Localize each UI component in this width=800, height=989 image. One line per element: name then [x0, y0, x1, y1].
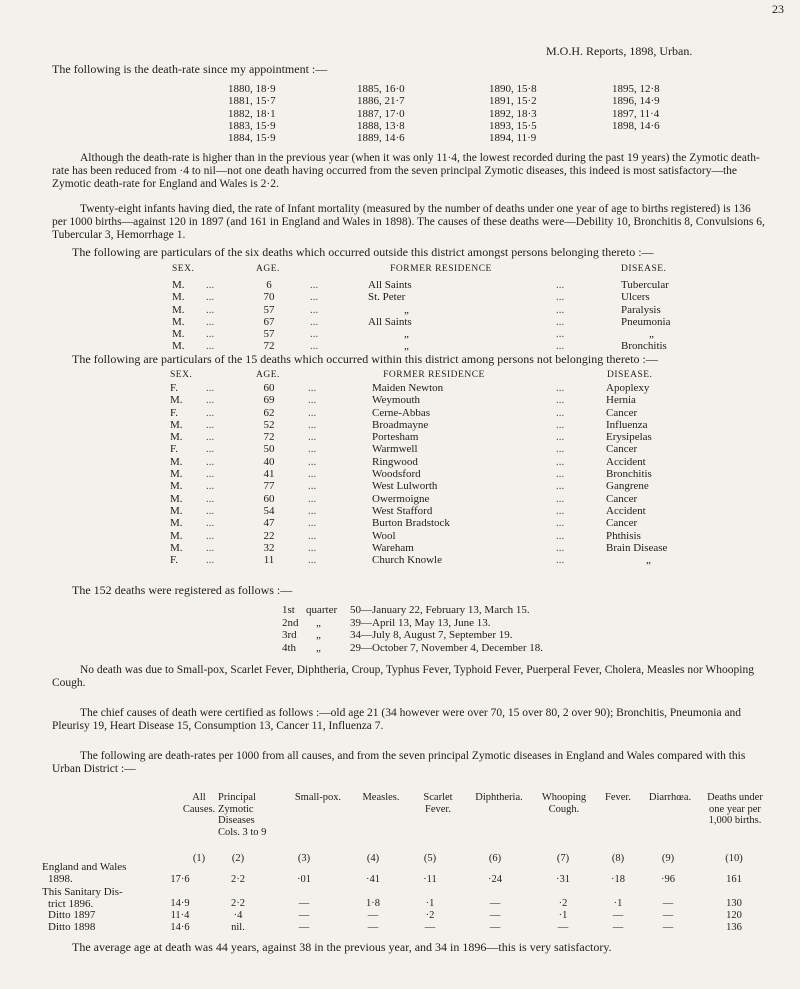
col-number: (6) — [488, 853, 502, 864]
within-age: 47 — [263, 517, 275, 530]
compare-header-scarlet-fever — [410, 792, 466, 815]
compare-header-measles — [353, 792, 409, 804]
within-residence: Warmwell — [372, 443, 418, 456]
outside-age: 6 — [266, 279, 272, 291]
header-line: Causes. — [182, 803, 216, 815]
outside-sex: M. — [172, 340, 185, 353]
within-residence: Ringwood — [372, 455, 418, 468]
paragraph-death-rate-text: Although the death-rate is higher than in the previous year (when it was only 11·4, the lowest recorded during the past 19 years) the Zymotic death-rate has been reduced from ·4 to nil—not one death having occurred from the seven principal Zymotic diseases, this indeed is most satisfactory—the Zymotic death-rate for England and Wales is 2·2. — [52, 152, 760, 190]
within-disease: Hernia — [606, 394, 636, 407]
outside-disease: Paralysis — [621, 303, 661, 316]
within-sex: F. — [170, 382, 178, 394]
outside-residence: All Saints — [368, 315, 412, 328]
within-disease: Accident — [606, 504, 646, 517]
rates-column-1 — [228, 83, 276, 144]
outside-residence: „ — [404, 328, 409, 341]
within-residence: Woodsford — [372, 468, 421, 481]
within-age: 32 — [263, 541, 275, 554]
quarter-detail: 29—October 7, November 4, December 18. — [350, 642, 544, 655]
compare-header-diphtheria — [465, 792, 533, 804]
paragraph-infant-mortality — [52, 203, 766, 242]
within-disease: Accident — [606, 455, 646, 468]
outside-age: 57 — [263, 328, 275, 341]
within-residence: Maiden Newton — [372, 382, 444, 394]
header-line: Zymotic — [218, 803, 254, 815]
quarter-label: 4th — [282, 642, 297, 655]
rate-entry: 1887, 17·0 — [357, 107, 405, 120]
within-sex: F. — [170, 406, 178, 419]
within-residence: Wareham — [372, 541, 414, 554]
outside-sex: M. — [172, 303, 185, 316]
rate-entry: 1883, 15·9 — [228, 119, 276, 132]
within-sex: M. — [170, 480, 183, 493]
within-residence: Broadmayne — [372, 418, 429, 431]
quarter-mark: „ — [316, 616, 321, 629]
within-header-age: AGE. — [256, 370, 280, 380]
outside-header-age: AGE. — [256, 264, 280, 274]
rate-entry: 1893, 15·5 — [489, 119, 537, 132]
within-residence: Owermoigne — [372, 492, 430, 505]
within-sex: M. — [170, 431, 183, 444]
row-label-line: England and Wales — [42, 861, 127, 873]
intro-within-deaths: The following are particulars of the 15 deaths which occurred within this district among persons not belonging thereto :— — [72, 352, 658, 366]
header-line: Small-pox. — [294, 792, 342, 803]
value-cell: — — [367, 910, 379, 921]
within-residence: Wool — [372, 529, 396, 542]
within-residence: West Stafford — [372, 504, 433, 517]
paragraph-compare — [52, 750, 766, 776]
quarter-mark: „ — [316, 629, 321, 642]
col-number: (8) — [611, 853, 625, 864]
within-age: 50 — [263, 443, 275, 456]
value-cell: 17·6 — [170, 874, 190, 885]
outside-header-sex: SEX. — [172, 264, 195, 274]
rate-entry: 1892, 18·3 — [489, 107, 537, 120]
within-sex: M. — [170, 541, 183, 554]
intro-outside-deaths: The following are particulars of the six deaths which occurred outside this district amongst persons belonging thereto :— — [72, 245, 654, 259]
value-cell: 2·2 — [231, 898, 245, 909]
header-line: one year per — [709, 803, 761, 815]
value-cell: — — [489, 898, 501, 909]
row-label-line: This Sanitary Dis- — [42, 886, 123, 898]
outside-sex: M. — [172, 279, 185, 291]
within-residence: Church Knowle — [372, 554, 442, 567]
outside-disease: Ulcers — [621, 291, 650, 304]
value-cell: — — [662, 922, 674, 933]
col-number: (2) — [231, 853, 245, 864]
header-line: 1,000 births. — [708, 815, 762, 826]
value-cell: — — [424, 922, 436, 933]
outside-dots-1: ... ... ... ... ... ... — [206, 279, 215, 353]
rate-entry: 1881, 15·7 — [228, 95, 276, 108]
within-sex: M. — [170, 455, 183, 468]
within-dots-3: ... ... ... ... ... ... ... ... ... ... ... ... ... ... ... — [556, 382, 565, 567]
outside-residence-column — [368, 279, 412, 353]
within-disease: Cancer — [606, 406, 638, 419]
compare-header-zymotic — [218, 792, 280, 838]
value-cell: — — [557, 922, 569, 933]
header-line: Whooping — [541, 792, 587, 803]
row-label-line: 1898. — [48, 872, 73, 885]
value-cell: 136 — [726, 922, 742, 933]
within-residence: Weymouth — [372, 394, 420, 407]
within-age: 69 — [263, 394, 275, 407]
rate-entry: 1894, 11·9 — [489, 132, 537, 145]
paragraph-chief-causes — [52, 707, 766, 733]
within-age: 41 — [263, 468, 275, 481]
value-cell: — — [662, 898, 674, 909]
within-sex: F. — [170, 443, 178, 456]
paragraph-compare-text: The following are death-rates per 1000 from all causes, and from the seven principal Zymotic diseases in England and Wales compared with this Urban District :— — [52, 750, 746, 775]
rate-entry: 1889, 14·6 — [357, 132, 405, 145]
outside-residence: St. Peter — [368, 291, 406, 304]
outside-residence: „ — [404, 340, 409, 353]
rate-entry: 1896, 14·9 — [612, 95, 660, 108]
within-residence: West Lulworth — [372, 480, 438, 493]
within-disease: Bronchitis — [606, 468, 652, 481]
value-cell: 161 — [726, 874, 742, 885]
compare-row-label-1898 — [48, 922, 95, 934]
outside-age: 70 — [263, 291, 275, 304]
value-cell: ·18 — [611, 874, 625, 885]
outside-age-column — [257, 279, 281, 353]
compare-row-label-england — [42, 862, 126, 885]
within-sex-column — [170, 382, 183, 566]
within-sex: M. — [170, 517, 183, 530]
value-cell: ·01 — [297, 874, 311, 885]
outside-sex: M. — [172, 291, 185, 304]
intro-registered: The 152 deaths were registered as follows :— — [72, 583, 293, 597]
header-line: Measles. — [362, 792, 400, 803]
header-line: Diarrhœa. — [648, 792, 692, 803]
header-line: Principal — [218, 792, 256, 803]
value-cell: 11·4 — [170, 910, 190, 921]
col-number: (5) — [423, 853, 437, 864]
within-disease: Phthisis — [606, 529, 641, 542]
quarter-labels — [282, 604, 299, 655]
outside-header-disease: DISEASE. — [621, 264, 667, 274]
within-age: 11 — [263, 554, 275, 567]
quarter-detail: 39—April 13, May 13, June 13. — [350, 616, 491, 629]
outside-age: 57 — [263, 303, 275, 316]
compare-header-infant-deaths — [698, 792, 772, 827]
within-age: 62 — [263, 406, 275, 419]
outside-sex: M. — [172, 315, 185, 328]
value-cell: — — [612, 922, 624, 933]
closing-statement: The average age at death was 44 years, against 38 in the previous year, and 34 in 1896—this is very satisfactory. — [72, 940, 612, 954]
within-disease: Apoplexy — [606, 382, 650, 394]
header-line: Fever. — [425, 803, 451, 815]
quarter-detail: 50—January 22, February 13, March 15. — [350, 604, 530, 616]
quarter-label: 1st — [282, 604, 295, 616]
paragraph-no-death-text: No death was due to Small-pox, Scarlet Fever, Diphtheria, Croup, Typhus Fever, Typhoid Fever, Puerperal Fever, Cholera, Measles nor Whooping Cough. — [52, 664, 754, 689]
page-number: 23 — [772, 2, 784, 16]
report-header: M.O.H. Reports, 1898, Urban. — [546, 44, 693, 58]
quarter-marks — [306, 604, 337, 655]
outside-disease: Bronchitis — [621, 340, 667, 353]
outside-residence: „ — [404, 303, 409, 316]
compare-header-smallpox — [285, 792, 351, 804]
within-age: 22 — [263, 529, 275, 542]
col-number: (7) — [556, 853, 570, 864]
compare-header-all-causes — [174, 792, 224, 815]
quarter-detail: 34—July 8, August 7, September 19. — [350, 629, 513, 642]
quarter-details — [350, 604, 543, 655]
value-cell: — — [612, 910, 624, 921]
header-line: Deaths under — [707, 792, 763, 803]
compare-row-label-1897 — [48, 910, 95, 922]
rates-column-3 — [489, 83, 537, 144]
within-residence: Portesham — [372, 431, 419, 444]
outside-disease-column — [621, 279, 671, 353]
col-number: (3) — [297, 853, 311, 864]
outside-disease: Tubercular — [621, 279, 669, 291]
quarter-label: 2nd — [282, 616, 299, 629]
value-cell: ·2 — [425, 910, 435, 921]
value-cell: 130 — [726, 898, 742, 909]
header-line: Fever. — [605, 792, 631, 803]
row-label-line: trict 1896. — [48, 897, 94, 910]
rates-column-2 — [357, 83, 405, 144]
within-age: 40 — [263, 455, 275, 468]
value-cell: ·41 — [366, 874, 380, 885]
within-dots-2: ... ... ... ... ... ... ... ... ... ... ... ... ... ... ... — [308, 382, 317, 567]
outside-header-residence: FORMER RESIDENCE — [390, 264, 492, 274]
col-number: (9) — [661, 853, 675, 864]
col-number: (10) — [725, 853, 743, 864]
rates-column-4 — [612, 83, 660, 132]
value-cell: — — [367, 922, 379, 933]
rate-entry: 1880, 18·9 — [228, 83, 276, 95]
rate-entry: 1888, 13·8 — [357, 119, 405, 132]
rate-entry: 1886, 21·7 — [357, 95, 405, 108]
value-cell: ·11 — [423, 874, 437, 885]
compare-header-diarrhoea — [640, 792, 700, 804]
within-disease: „ — [646, 554, 651, 567]
value-cell: — — [298, 910, 310, 921]
within-sex: M. — [170, 529, 183, 542]
intro-rates: The following is the death-rate since my appointment :— — [52, 62, 328, 76]
compare-row-label-district-1896 — [42, 887, 123, 910]
rate-entry: 1898, 14·6 — [612, 119, 660, 132]
value-cell: ·1 — [613, 898, 623, 909]
value-cell: — — [489, 922, 501, 933]
rate-entry: 1884, 15·9 — [228, 132, 276, 145]
outside-age: 67 — [263, 315, 275, 328]
within-disease: Gangrene — [606, 480, 649, 493]
within-age: 60 — [263, 492, 275, 505]
within-age-column — [257, 382, 281, 566]
value-cell: 14·6 — [170, 922, 190, 933]
rate-entry: 1890, 15·8 — [489, 83, 537, 95]
value-cell: ·1 — [558, 910, 568, 921]
col-number: (4) — [366, 853, 380, 864]
within-sex: F. — [170, 554, 178, 567]
value-cell: 1·8 — [366, 898, 380, 909]
within-header-residence: FORMER RESIDENCE — [383, 370, 485, 380]
within-disease: Influenza — [606, 418, 648, 431]
within-age: 72 — [263, 431, 275, 444]
value-cell: 120 — [726, 910, 742, 921]
quarter-mark: „ — [316, 642, 321, 655]
rate-entry: 1897, 11·4 — [612, 107, 660, 120]
within-header-sex: SEX. — [170, 370, 193, 380]
outside-sex-column — [172, 279, 185, 353]
within-residence-column — [372, 382, 450, 566]
paragraph-death-rate — [52, 152, 766, 191]
within-disease: Cancer — [606, 492, 638, 505]
value-cell: — — [298, 898, 310, 909]
outside-dots-2: ... ... ... ... ... ... — [310, 279, 319, 353]
within-sex: M. — [170, 418, 183, 431]
outside-residence: All Saints — [368, 279, 412, 291]
header-line: Diphtheria. — [475, 792, 523, 803]
value-cell: — — [662, 910, 674, 921]
outside-disease: „ — [649, 328, 654, 341]
value-cell: ·2 — [558, 898, 568, 909]
value-cell: 14·9 — [170, 898, 190, 909]
paragraph-no-death — [52, 664, 766, 690]
value-cell: ·24 — [488, 874, 502, 885]
value-cell: ·4 — [233, 910, 243, 921]
within-disease-column — [606, 382, 667, 566]
header-line: Cough. — [548, 803, 580, 815]
value-cell: — — [489, 910, 501, 921]
within-residence: Burton Bradstock — [372, 517, 450, 530]
within-disease: Cancer — [606, 517, 638, 530]
within-residence: Cerne-Abbas — [372, 406, 431, 419]
row-label-line: Ditto 1897 — [48, 909, 96, 921]
col-number: (1) — [192, 853, 206, 864]
value-cell: ·96 — [661, 874, 675, 885]
within-sex: M. — [170, 504, 183, 517]
within-age: 52 — [263, 418, 275, 431]
outside-disease: Pneumonia — [621, 315, 671, 328]
header-line: All — [192, 792, 206, 803]
value-cell: ·31 — [556, 874, 570, 885]
paragraph-chief-causes-text: The chief causes of death were certified as follows :—old age 21 (34 however were over 70, 15 over 80, 2 over 90); Bronchitis, Pneumonia and Pleurisy 19, Heart Disease 15, Consumption 13, Cancer 11, Influenza 7. — [52, 707, 742, 732]
within-disease: Brain Disease — [606, 541, 668, 554]
outside-sex: M. — [172, 328, 185, 341]
header-line: Diseases — [218, 815, 255, 826]
within-sex: M. — [170, 468, 183, 481]
compare-header-whooping-cough — [532, 792, 596, 815]
within-disease: Erysipelas — [606, 431, 652, 444]
value-cell: — — [298, 922, 310, 933]
within-age: 60 — [263, 382, 275, 394]
within-disease: Cancer — [606, 443, 638, 456]
value-cell: 2·2 — [231, 874, 245, 885]
rate-entry: 1882, 18·1 — [228, 107, 276, 120]
within-sex: M. — [170, 394, 183, 407]
quarter-mark: quarter — [306, 604, 338, 616]
value-cell: ·1 — [425, 898, 435, 909]
within-age: 77 — [263, 480, 275, 493]
outside-dots-3: ... ... ... ... ... ... — [556, 279, 565, 353]
within-header-disease: DISEASE. — [607, 370, 653, 380]
value-cell: nil. — [231, 922, 245, 933]
paragraph-infant-mortality-text: Twenty-eight infants having died, the rate of Infant mortality (measured by the number of deaths under one year of age to births registered) is 136 per 1000 births—against 120 in 1897 (and 161 in England and Wales in 1898). The causes of these deaths were—Debility 10, Bronchitis 8, Convulsions 6, Tubercular 3, Hemorrhage 1. — [52, 203, 765, 241]
within-age: 54 — [263, 504, 275, 517]
outside-age: 72 — [263, 340, 275, 353]
rate-entry: 1891, 15·2 — [489, 95, 537, 108]
rate-entry: 1885, 16·0 — [357, 83, 405, 95]
quarter-label: 3rd — [282, 629, 297, 642]
header-line: Scarlet — [423, 792, 453, 803]
header-line: Cols. 3 to 9 — [218, 826, 267, 838]
compare-header-fever — [596, 792, 640, 804]
within-sex: M. — [170, 492, 183, 505]
row-label-line: Ditto 1898 — [48, 921, 96, 933]
rate-entry: 1895, 12·8 — [612, 83, 660, 95]
within-dots-1: ... ... ... ... ... ... ... ... ... ... ... ... ... ... ... — [206, 382, 215, 567]
